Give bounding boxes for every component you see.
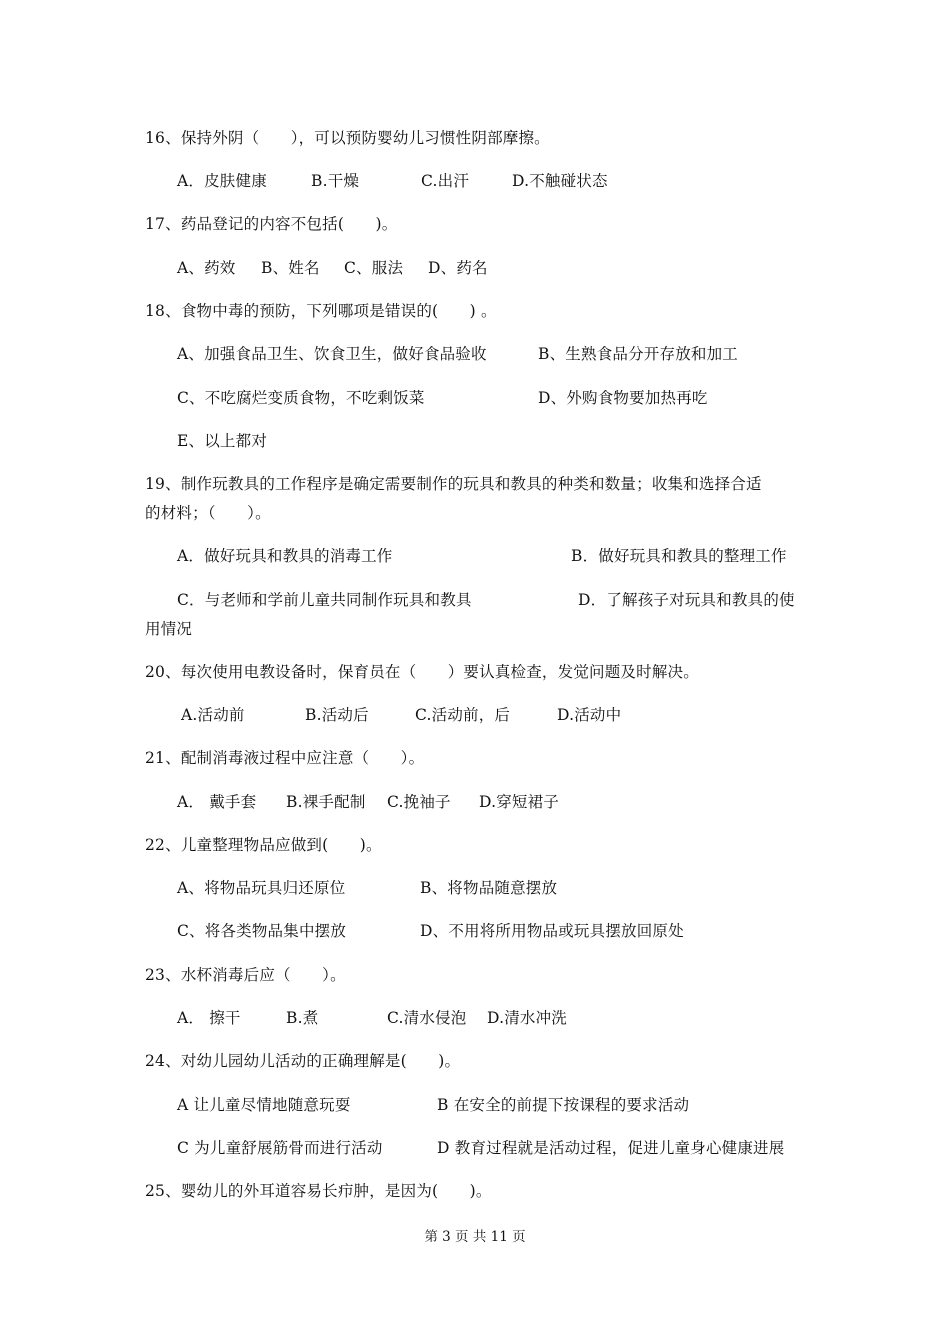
question-16: 16、保持外阴（ ），可以预防婴幼儿习惯性阴部摩擦。 [145, 129, 550, 147]
question-20: 20、每次使用电教设备时，保育员在（ ）要认真检查，发觉问题及时解决。 [145, 663, 699, 681]
q23-option-a: A． 擦干 [177, 1009, 241, 1027]
q24-option-a: A 让儿童尽情地随意玩耍 [177, 1096, 351, 1114]
q24-option-d: D 教育过程就是活动过程，促进儿童身心健康进展 [437, 1139, 785, 1157]
q24-option-c: C 为儿童舒展筋骨而进行活动 [177, 1139, 383, 1157]
q16-option-c: C.出汗 [421, 172, 470, 190]
q17-option-d: D、药名 [428, 259, 488, 277]
q21-option-c: C.挽袖子 [387, 793, 451, 811]
q19-option-d-wrap: 用情况 [145, 620, 193, 638]
q18-option-b: B、生熟食品分开存放和加工 [538, 345, 738, 363]
q20-option-d: D.活动中 [557, 706, 622, 724]
q19-option-d: D．了解孩子对玩具和教具的使 [578, 591, 795, 609]
q22-option-c: C、将各类物品集中摆放 [177, 922, 347, 940]
q17-option-a: A、药效 [177, 259, 236, 277]
q17-option-b: B、姓名 [261, 259, 320, 277]
q22-option-d: D、不用将所用物品或玩具摆放回原处 [420, 922, 684, 940]
q21-option-b: B.裸手配制 [286, 793, 366, 811]
q21-option-a: A． 戴手套 [177, 793, 257, 811]
q18-option-c: C、不吃腐烂变质食物，不吃剩饭菜 [177, 389, 425, 407]
question-24: 24、对幼儿园幼儿活动的正确理解是( )。 [145, 1052, 461, 1070]
q23-option-d: D.清水冲洗 [487, 1009, 568, 1027]
q19-option-a: A．做好玩具和教具的消毒工作 [177, 547, 393, 565]
question-17: 17、药品登记的内容不包括( )。 [145, 215, 398, 233]
q18-option-e: E、以上都对 [177, 432, 268, 450]
q18-option-a: A、加强食品卫生、饮食卫生，做好食品验收 [177, 345, 487, 363]
q23-option-c: C.清水侵泡 [387, 1009, 467, 1027]
q20-option-a: A.活动前 [181, 706, 245, 724]
q16-option-d: D.不触碰状态 [512, 172, 608, 190]
q16-option-a: A．皮肤健康 [177, 172, 267, 190]
question-23: 23、水杯消毒后应（ ）。 [145, 966, 346, 984]
q16-option-b: B.干燥 [311, 172, 360, 190]
q20-option-c: C.活动前，后 [415, 706, 511, 724]
question-22: 22、儿童整理物品应做到( )。 [145, 836, 382, 854]
q18-option-d: D、外购食物要加热再吃 [538, 389, 708, 407]
q22-option-b: B、将物品随意摆放 [420, 879, 558, 897]
q22-option-a: A、将物品玩具归还原位 [177, 879, 346, 897]
q20-option-b: B.活动后 [305, 706, 369, 724]
q19-option-b: B．做好玩具和教具的整理工作 [571, 547, 787, 565]
question-19-line-2: 的材料；（ ）。 [145, 504, 271, 522]
q23-option-b: B.煮 [286, 1009, 319, 1027]
q19-option-c: C．与老师和学前儿童共同制作玩具和教具 [177, 591, 472, 609]
q21-option-d: D.穿短裙子 [479, 793, 560, 811]
q24-option-b: B 在安全的前提下按课程的要求活动 [437, 1096, 690, 1114]
q17-option-c: C、服法 [344, 259, 404, 277]
question-19-line-1: 19、制作玩教具的工作程序是确定需要制作的玩具和教具的种类和数量；收集和选择合适 [145, 475, 762, 493]
question-25: 25、婴幼儿的外耳道容易长疖肿，是因为( )。 [145, 1182, 492, 1200]
question-18: 18、食物中毒的预防，下列哪项是错误的( ) 。 [145, 302, 497, 320]
page-number-footer: 第 3 页 共 11 页 [424, 1229, 526, 1245]
question-21: 21、配制消毒液过程中应注意（ ）。 [145, 749, 425, 767]
